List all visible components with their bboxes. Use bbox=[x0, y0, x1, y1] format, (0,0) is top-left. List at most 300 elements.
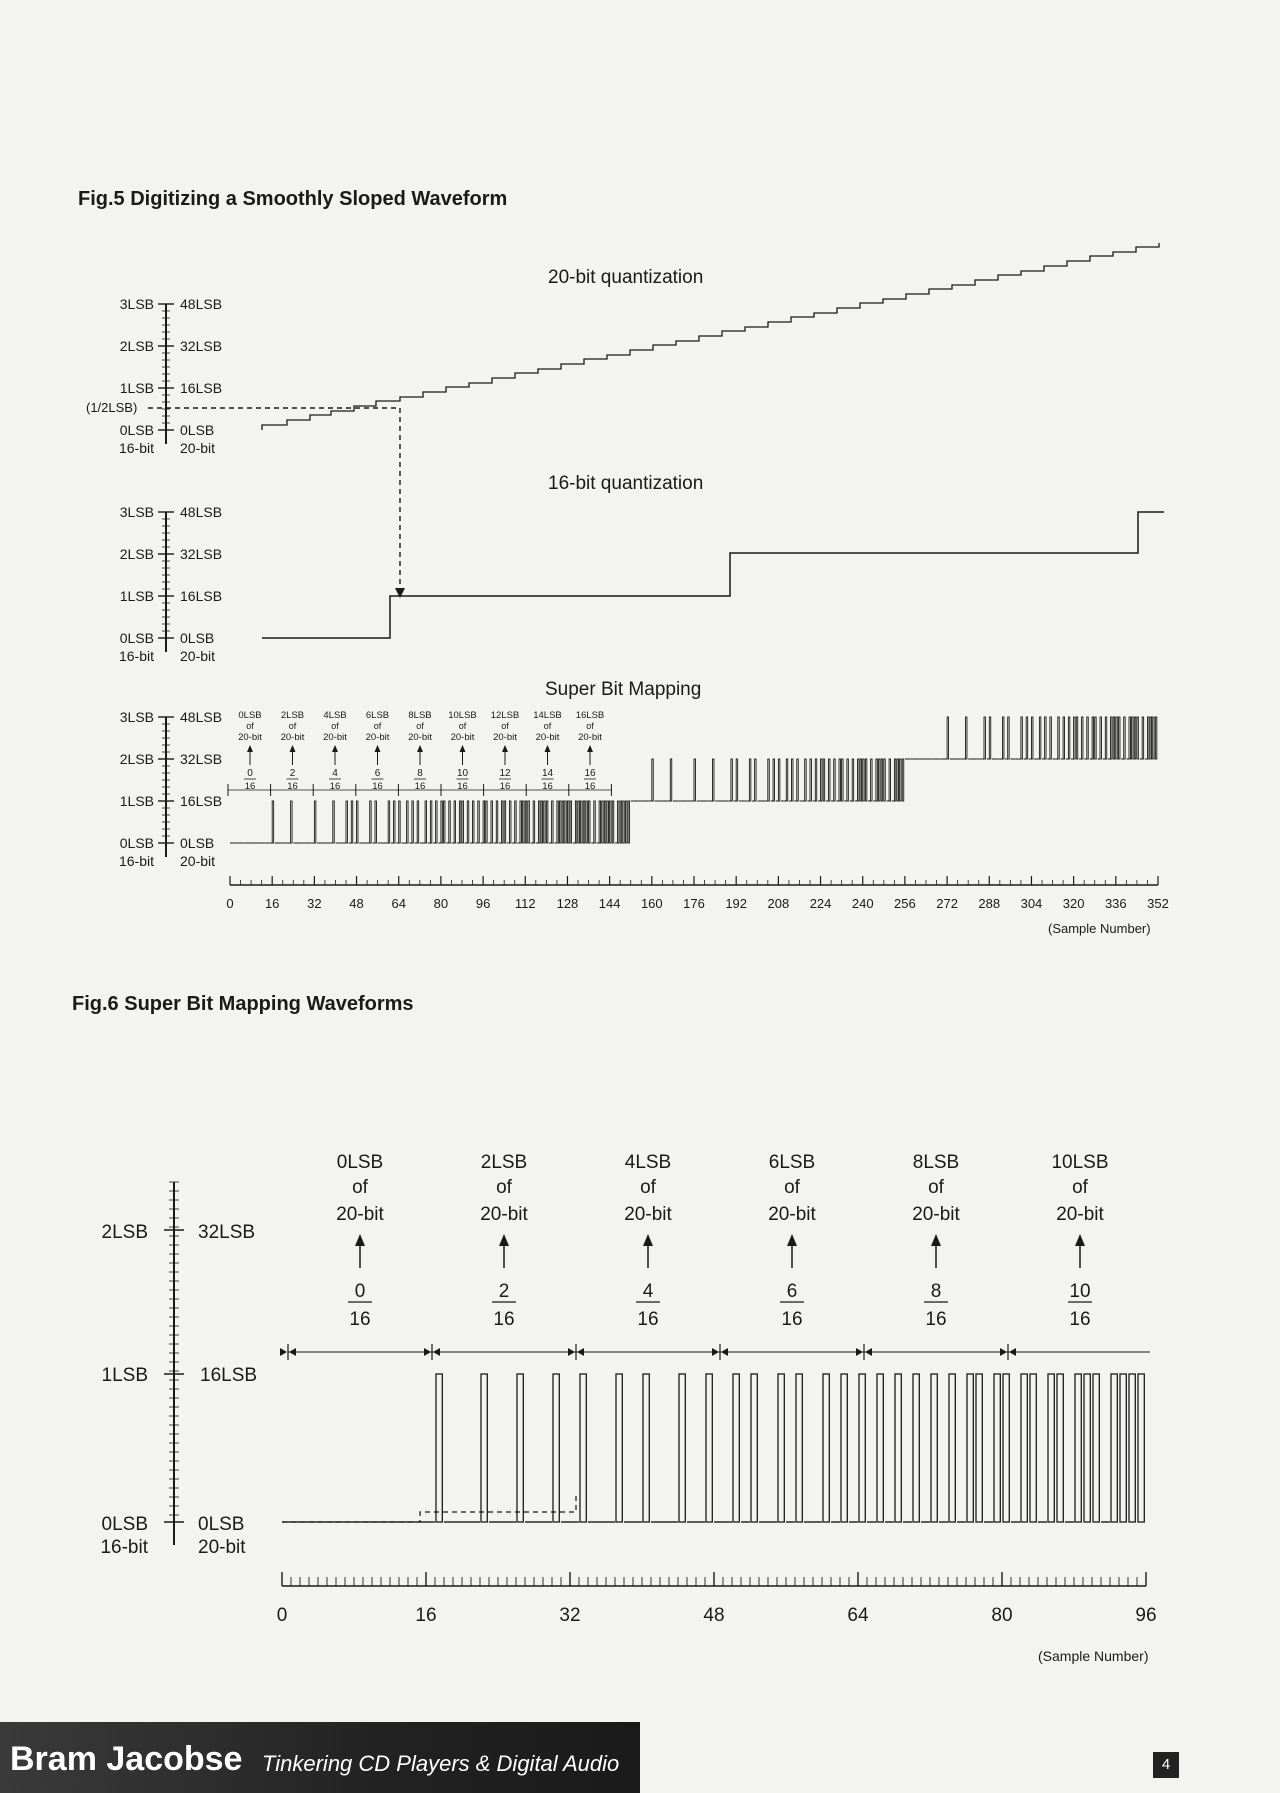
fig6-level-den: 16 bbox=[781, 1309, 803, 1330]
fig6-level-num: 0 bbox=[354, 1281, 366, 1302]
fig5-sbm-pulse bbox=[1076, 717, 1077, 759]
fig6-scale-right-label: 0LSB bbox=[198, 1514, 245, 1535]
fig5-16bit-scale-base-left: 16-bit bbox=[118, 648, 154, 664]
fig5-sbm-pulse bbox=[436, 801, 437, 843]
fig5-sbm-pulse bbox=[823, 759, 824, 801]
fig5-sbm-pulse bbox=[1105, 717, 1106, 759]
fig5-sbm-panel bbox=[119, 709, 222, 869]
fig6-level-bits: 20-bit bbox=[912, 1204, 960, 1225]
fig5-sbm-pulse bbox=[1039, 717, 1040, 759]
fig5-sbm-pulse bbox=[786, 759, 787, 801]
fig5-16bit-scale-left-label: 1LSB bbox=[119, 588, 154, 604]
fig5-16bit-staircase bbox=[262, 512, 1164, 638]
fig5-sbm-pulse bbox=[546, 801, 547, 843]
fig6-pulse bbox=[1075, 1374, 1081, 1522]
fig5-sbm-pulse bbox=[583, 801, 584, 843]
fig6-pulse bbox=[877, 1374, 883, 1522]
fig6-axis-tick-label: 32 bbox=[559, 1605, 581, 1626]
fig5-sbm-pulse bbox=[865, 759, 866, 801]
fig6-pulse bbox=[994, 1374, 1000, 1522]
fig5-level-den: 16 bbox=[499, 781, 511, 792]
fig6-interval-arrow-left bbox=[712, 1348, 719, 1356]
fig5-level-num: 16 bbox=[584, 768, 596, 779]
fig5-sbm-pulse bbox=[589, 801, 590, 843]
fig5-axis-tick-label: 48 bbox=[349, 896, 364, 911]
fig5-sbm-pulse bbox=[792, 759, 793, 801]
fig5-sbm-scale-right-label: 0LSB bbox=[180, 835, 215, 851]
fig5-axis-tick-label: 96 bbox=[475, 896, 491, 911]
fig6-pulse bbox=[931, 1374, 937, 1522]
fig5-level-of: of bbox=[416, 721, 424, 731]
fig5-axis-tick-label: 16 bbox=[264, 896, 280, 911]
fig5-level-bits: 20-bit bbox=[408, 732, 432, 743]
fig5-sbm-pulse bbox=[852, 759, 853, 801]
fig5-sbm-scale-right-label: 32LSB bbox=[180, 751, 223, 767]
fig6-pulse bbox=[553, 1374, 559, 1522]
fig6-level-lsb: 8LSB bbox=[912, 1152, 960, 1173]
fig5-level-of: of bbox=[458, 721, 467, 731]
fig5-sbm-pulse bbox=[1134, 717, 1135, 759]
fig5-sbm-pulse bbox=[871, 759, 872, 801]
fig6-interval-arrow-right bbox=[721, 1348, 728, 1356]
fig6-level-of: of bbox=[640, 1177, 656, 1198]
fig6-scale-right-label: 32LSB bbox=[198, 1222, 256, 1243]
fig5-20bit-scale-left-label: 2LSB bbox=[119, 338, 154, 354]
fig5-sbm-scale-left-label: 0LSB bbox=[119, 835, 154, 851]
fig6-pulse bbox=[967, 1374, 973, 1522]
fig6-level-den: 16 bbox=[493, 1309, 515, 1330]
fig6-level-of: of bbox=[784, 1177, 800, 1198]
fig5-level-den: 16 bbox=[414, 781, 426, 792]
fig5-axis-tick-label: 192 bbox=[725, 896, 748, 911]
fig5-axis-tick-label: 288 bbox=[978, 896, 1001, 911]
fig5-level-arrowhead bbox=[587, 745, 593, 752]
fig5-sbm-pulse bbox=[768, 759, 769, 801]
fig5-level-num: 4 bbox=[332, 768, 338, 779]
fig5-sbm-pulse bbox=[575, 801, 576, 843]
fig5-level-arrowhead bbox=[460, 745, 466, 752]
fig5-sbm-scale-left-label: 2LSB bbox=[119, 751, 154, 767]
fig5-sbm-pulse bbox=[467, 801, 468, 843]
fig5-sbm-pulse bbox=[425, 801, 426, 843]
fig6-pulse bbox=[436, 1374, 442, 1522]
fig5-sbm-pulse bbox=[1111, 717, 1112, 759]
fig6-pulse bbox=[1129, 1374, 1135, 1522]
fig5-axis-tick-label: 240 bbox=[851, 896, 874, 911]
fig5-sbm-pulse bbox=[333, 801, 334, 843]
fig5-level-arrowhead bbox=[417, 745, 423, 752]
fig5-axis-tick-label: 320 bbox=[1062, 896, 1085, 911]
fig6-axis-tick-label: 48 bbox=[703, 1605, 725, 1626]
fig5-level-num: 14 bbox=[541, 768, 554, 779]
fig5-sbm-pulse bbox=[1155, 717, 1156, 759]
fig5-level-num: 6 bbox=[374, 768, 381, 779]
fig6-scale-left-label: 1LSB bbox=[101, 1365, 148, 1386]
fig6-level-arrowhead bbox=[1075, 1234, 1085, 1246]
fig5-sbm-pulse bbox=[736, 759, 737, 801]
fig6-pulse bbox=[481, 1374, 487, 1522]
fig5-sample-axis bbox=[226, 876, 1168, 911]
fig5-sbm-pulse bbox=[357, 801, 358, 843]
fig5-axis-tick-label: 272 bbox=[936, 896, 958, 911]
fig6-interval-arrow-right bbox=[577, 1348, 584, 1356]
fig6-level-arrowhead bbox=[643, 1234, 653, 1246]
fig6-level-of: of bbox=[352, 1177, 368, 1198]
fig5-axis-tick-label: 32 bbox=[307, 896, 322, 911]
fig6-level-den: 16 bbox=[349, 1309, 371, 1330]
fig5-sbm-pulse bbox=[557, 801, 558, 843]
fig6-interval-arrow-left bbox=[856, 1348, 863, 1356]
fig6-pulse bbox=[778, 1374, 784, 1522]
fig5-20bit-scale-left-label: 3LSB bbox=[119, 296, 154, 312]
fig5-sbm-pulse bbox=[462, 801, 463, 843]
fig5-axis-tick-label: 80 bbox=[433, 896, 449, 911]
fig5-sbm-pulse bbox=[388, 801, 389, 843]
fig5-sbm-pulse bbox=[1132, 717, 1133, 759]
fig5-sbm-pulse bbox=[370, 801, 371, 843]
fig5-level-bits: 20-bit bbox=[450, 732, 475, 743]
fig5-16bit-scale-right-label: 16LSB bbox=[180, 588, 223, 604]
fig5-level-lsb: 4LSB bbox=[323, 710, 347, 721]
fig5-sbm-pulse bbox=[1026, 717, 1027, 759]
fig5-level-of: of bbox=[246, 721, 254, 731]
fig5-level-of: of bbox=[501, 721, 509, 731]
fig5-sbm-scale-left-label: 3LSB bbox=[119, 709, 154, 725]
fig6-interval-arrow-left bbox=[568, 1348, 575, 1356]
fig6-pulse bbox=[841, 1374, 847, 1522]
fig5-sbm-pulse bbox=[504, 801, 505, 843]
fig6-pulse bbox=[1003, 1374, 1009, 1522]
fig5-sbm-pulse bbox=[900, 759, 901, 801]
fig5-sbm-pulse bbox=[842, 759, 843, 801]
fig6-pulse bbox=[913, 1374, 919, 1522]
fig6-interval-arrow-left bbox=[424, 1348, 431, 1356]
fig5-sbm-pulse bbox=[459, 801, 460, 843]
fig5-axis-tick-label: 144 bbox=[598, 896, 621, 911]
fig5-sbm-pulse bbox=[620, 801, 621, 843]
fig5-level-num: 2 bbox=[289, 768, 296, 779]
fig5-16bit-scale-right-label: 48LSB bbox=[180, 504, 223, 520]
fig5-sbm-pulse bbox=[523, 801, 524, 843]
fig5-sbm-pulse bbox=[291, 801, 292, 843]
fig5-20bit-staircase bbox=[262, 243, 1159, 430]
fig5-sbm-pulse bbox=[565, 801, 566, 843]
fig5-axis-tick-label: 224 bbox=[809, 896, 832, 911]
fig6-axis-tick-label: 64 bbox=[847, 1605, 869, 1626]
fig6-axis-tick-label: 0 bbox=[276, 1605, 288, 1626]
fig6-level-of: of bbox=[496, 1177, 512, 1198]
fig5-level-lsb: 2LSB bbox=[280, 710, 305, 721]
fig5-sbm-pulse bbox=[778, 759, 779, 801]
fig5-sbm-pulse bbox=[449, 801, 450, 843]
fig5-sbm-pulse bbox=[1087, 717, 1088, 759]
fig6-level-bits: 20-bit bbox=[768, 1204, 816, 1225]
fig6-level-num: 8 bbox=[930, 1281, 942, 1302]
fig6-axis-tick-label: 80 bbox=[991, 1605, 1013, 1626]
fig5-16bit-scale-right-label: 0LSB bbox=[180, 630, 215, 646]
fig5-sbm-pulse bbox=[351, 801, 352, 843]
fig5-axis-tick-label: 64 bbox=[391, 896, 406, 911]
fig5-sbm-scale-left-label: 1LSB bbox=[119, 793, 154, 809]
fig5-20bit-title: 20-bit quantization bbox=[548, 267, 704, 288]
fig5-level-den: 16 bbox=[372, 781, 383, 792]
fig5-sbm-pulse bbox=[1058, 717, 1059, 759]
fig6-pulse bbox=[895, 1374, 901, 1522]
fig5-sbm-pulse bbox=[884, 759, 885, 801]
fig5-16bit-scale-right-label: 32LSB bbox=[180, 546, 223, 562]
fig5-sbm-pulse bbox=[652, 759, 653, 801]
fig5-sbm-pulse bbox=[989, 717, 990, 759]
fig5-sbm-pulse bbox=[520, 801, 521, 843]
fig6-pulse bbox=[1048, 1374, 1054, 1522]
fig6-level-lsb: 2LSB bbox=[480, 1152, 528, 1173]
fig5-sbm-pulse bbox=[755, 759, 756, 801]
fig5-sbm-pulse bbox=[1148, 717, 1149, 759]
fig5-16bit-scale-base-right: 20-bit bbox=[180, 648, 216, 664]
fig5-16bit-scale-left-label: 2LSB bbox=[119, 546, 154, 562]
fig6-sample-axis bbox=[277, 1572, 1157, 1626]
fig5-sbm-pulse bbox=[1032, 717, 1033, 759]
fig5-sbm-pulse bbox=[1068, 717, 1069, 759]
fig5-sbm-pulse bbox=[533, 801, 534, 843]
fig5-sbm-pulse bbox=[694, 759, 695, 801]
fig5-level-bits: 20-bit bbox=[493, 732, 517, 743]
fig6-level-bits: 20-bit bbox=[1056, 1204, 1104, 1225]
fig5-sbm-pulse bbox=[810, 759, 811, 801]
fig5-level-bits: 20-bit bbox=[535, 732, 560, 743]
fig5-axis-tick-label: 256 bbox=[894, 896, 916, 911]
fig6-scale bbox=[100, 1182, 257, 1558]
fig5-sbm-pulse bbox=[568, 801, 569, 843]
fig5-sbm-pulse bbox=[1142, 717, 1143, 759]
fig5-level-arrowhead bbox=[545, 745, 551, 752]
fig5-sbm-pulse bbox=[889, 759, 890, 801]
fig5-sbm-pulse bbox=[829, 759, 830, 801]
fig6-axis-tick-label: 16 bbox=[415, 1605, 437, 1626]
fig5-axis-tick-label: 128 bbox=[556, 896, 579, 911]
fig5-sbm-title: Super Bit Mapping bbox=[545, 679, 702, 700]
fig5-sbm-pulse bbox=[623, 801, 624, 843]
fig5-axis-tick-label: 208 bbox=[767, 896, 790, 911]
fig5-sbm-pulse bbox=[628, 801, 629, 843]
fig6-scale-right-label: 16LSB bbox=[200, 1365, 258, 1386]
fig5-20bit-scale-right-label: 16LSB bbox=[180, 380, 223, 396]
fig5-sbm-scale-base-right: 20-bit bbox=[180, 853, 216, 869]
fig6-level-lsb: 6LSB bbox=[768, 1152, 816, 1173]
fig5-axis-tick-label: 0 bbox=[226, 896, 234, 911]
fig5-half-lsb-label: (1/2LSB) bbox=[86, 400, 138, 415]
fig5-level-bits: 20-bit bbox=[280, 732, 305, 743]
fig5-axis-tick-label: 160 bbox=[640, 896, 663, 911]
fig5-sbm-pulse bbox=[578, 801, 579, 843]
fig5-sbm-pulse bbox=[1074, 717, 1075, 759]
fig5-sbm-pulse bbox=[610, 801, 611, 843]
fig5-level-lsb: 12LSB bbox=[490, 710, 520, 721]
fig5-sbm-pulse bbox=[1050, 717, 1051, 759]
fig6-pulse bbox=[859, 1374, 865, 1522]
fig5-20bit-panel bbox=[119, 296, 222, 456]
fig5-sbm-pulse bbox=[607, 801, 608, 843]
fig6-interval-arrow-right bbox=[1009, 1348, 1016, 1356]
fig6-pulse bbox=[517, 1374, 523, 1522]
fig6-pulse bbox=[1057, 1374, 1063, 1522]
fig6-level-den: 16 bbox=[925, 1309, 947, 1330]
fig6-level-den: 16 bbox=[1069, 1309, 1091, 1330]
fig6-level-lsb: 0LSB bbox=[336, 1152, 384, 1173]
fig5-sbm-pulse bbox=[966, 717, 967, 759]
fig5-sbm-pulse bbox=[894, 759, 895, 801]
fig5-sbm-pulse bbox=[441, 801, 442, 843]
fig6-axis-tick-label: 96 bbox=[1135, 1605, 1157, 1626]
fig5-sbm-pulse bbox=[1113, 717, 1114, 759]
fig5-level-lsb: 14LSB bbox=[533, 710, 562, 721]
fig5-sbm-pulse bbox=[496, 801, 497, 843]
fig5-sbm-pulse bbox=[839, 759, 840, 801]
fig5-sbm-pulse bbox=[1092, 717, 1093, 759]
fig5-sbm-pulse bbox=[879, 759, 880, 801]
fig5-sbm-pulse bbox=[412, 801, 413, 843]
fig5-level-bits: 20-bit bbox=[238, 732, 262, 743]
fig5-level-arrowhead bbox=[290, 745, 296, 752]
fig5-sbm-pulse bbox=[731, 759, 732, 801]
fig5-sbm-pulse bbox=[528, 801, 529, 843]
fig6-interval-arrow-right bbox=[289, 1348, 296, 1356]
fig6-level-arrowhead bbox=[355, 1234, 365, 1246]
fig5-sbm-pulse bbox=[602, 801, 603, 843]
fig5-sbm-pulse bbox=[773, 759, 774, 801]
fig6-level-lsb: 10LSB bbox=[1051, 1152, 1109, 1173]
fig5-20bit-scale-base-left: 16-bit bbox=[118, 440, 154, 456]
fig5-sbm-pulse bbox=[797, 759, 798, 801]
fig5-level-of: of bbox=[331, 721, 339, 731]
fig6-pulse bbox=[823, 1374, 829, 1522]
fig5-sbm-pulse bbox=[491, 801, 492, 843]
fig5-sbm-pulse bbox=[562, 801, 563, 843]
fig5-sbm-pulse bbox=[1100, 717, 1101, 759]
fig5-sbm-pulse bbox=[1082, 717, 1083, 759]
fig5-sbm-pulse bbox=[375, 801, 376, 843]
fig5-sbm-pulse bbox=[346, 801, 347, 843]
fig5-sbm-pulse bbox=[947, 717, 948, 759]
fig5-level-num: 10 bbox=[456, 768, 469, 779]
fig5-sbm-pulse bbox=[821, 759, 822, 801]
fig5-sbm-pulse bbox=[430, 801, 431, 843]
fig5-sbm-pulse bbox=[541, 801, 542, 843]
fig6-pulse bbox=[1084, 1374, 1090, 1522]
fig6-interval-arrow-right bbox=[865, 1348, 872, 1356]
fig5-sbm-pulse bbox=[713, 759, 714, 801]
fig6-level-num: 6 bbox=[786, 1281, 798, 1302]
fig6-pulse bbox=[733, 1374, 739, 1522]
fig6-level-bits: 20-bit bbox=[624, 1204, 672, 1225]
footer-author: Bram Jacobse bbox=[10, 1740, 243, 1778]
fig5-sbm-pulse bbox=[749, 759, 750, 801]
fig5-sbm-pulse bbox=[984, 717, 985, 759]
fig5-sbm-pulse bbox=[1129, 717, 1130, 759]
fig5-sbm-pulse bbox=[1045, 717, 1046, 759]
fig5-sbm-pulse bbox=[544, 801, 545, 843]
fig5-sbm-pulse bbox=[599, 801, 600, 843]
fig5-sbm-pulse bbox=[515, 801, 516, 843]
fig5-16bit-scale-left-label: 0LSB bbox=[119, 630, 154, 646]
fig5-sbm-pulse bbox=[272, 801, 273, 843]
fig5-sbm-pulse bbox=[586, 801, 587, 843]
fig6-pulse bbox=[1111, 1374, 1117, 1522]
fig6-level-num: 4 bbox=[642, 1281, 654, 1302]
fig5-sbm-pulse bbox=[570, 801, 571, 843]
fig6-level-arrowhead bbox=[499, 1234, 509, 1246]
fig6-pulse bbox=[580, 1374, 586, 1522]
fig5-sbm-pulse bbox=[1063, 717, 1064, 759]
fig5-level-bits: 20-bit bbox=[578, 732, 602, 743]
fig6-pulse bbox=[1030, 1374, 1036, 1522]
fig6-level-of: of bbox=[1072, 1177, 1088, 1198]
fig5-sbm-pulse bbox=[417, 801, 418, 843]
fig5-level-den: 16 bbox=[244, 781, 256, 792]
fig5-sbm-pulse bbox=[399, 801, 400, 843]
page-number: 4 bbox=[1153, 1752, 1179, 1778]
fig6-interval-arrow-left bbox=[280, 1348, 287, 1356]
fig5-sbm-pulse bbox=[444, 801, 445, 843]
fig5-sbm-pulse bbox=[1003, 717, 1004, 759]
fig5-level-arrowhead bbox=[247, 745, 253, 752]
fig5-axis-tick-label: 176 bbox=[683, 896, 705, 911]
fig5-20bit-scale-right-label: 0LSB bbox=[180, 422, 215, 438]
fig5-level-bits: 20-bit bbox=[323, 732, 347, 743]
fig5-sbm-pulse bbox=[1008, 717, 1009, 759]
fig6-interval-arrow-right bbox=[433, 1348, 440, 1356]
fig6-scale-base-right: 20-bit bbox=[198, 1537, 246, 1558]
footer-subtitle: Tinkering CD Players & Digital Audio bbox=[262, 1751, 620, 1776]
fig6-level-bits: 20-bit bbox=[480, 1204, 528, 1225]
fig5-16bit-panel bbox=[119, 504, 222, 664]
fig6-pulses bbox=[282, 1374, 1144, 1522]
fig6-average-dashed bbox=[282, 1496, 576, 1522]
fig5-level-arrowhead bbox=[375, 745, 381, 752]
fig5-sbm-pulse bbox=[626, 801, 627, 843]
fig5-level-lsb: 6LSB bbox=[365, 710, 390, 721]
fig5-sbm-pulse bbox=[618, 801, 619, 843]
fig5-axis-tick-label: 112 bbox=[514, 896, 536, 911]
fig6-pulse bbox=[976, 1374, 982, 1522]
fig5-sbm-pulse bbox=[860, 759, 861, 801]
fig5-level-num: 8 bbox=[417, 768, 423, 779]
fig5-sbm-pulse bbox=[1150, 717, 1151, 759]
fig5-level-lsb: 16LSB bbox=[575, 710, 605, 721]
fig6-level-num: 2 bbox=[498, 1281, 510, 1302]
fig5-level-lsb: 10LSB bbox=[448, 710, 477, 721]
fig5-20bit-scale-left-label: 0LSB bbox=[119, 422, 154, 438]
fig5-20bit-scale-left-label: 1LSB bbox=[119, 380, 154, 396]
fig5-sbm-level-annotations bbox=[228, 710, 612, 796]
fig5-level-num: 12 bbox=[499, 768, 511, 779]
fig6-level-of: of bbox=[928, 1177, 944, 1198]
fig5-sbm-pulse bbox=[314, 801, 315, 843]
fig6-scale-left-label: 0LSB bbox=[101, 1514, 148, 1535]
fig6-pulse bbox=[796, 1374, 802, 1522]
fig5-sbm-pulse bbox=[805, 759, 806, 801]
fig5-sbm-pulse bbox=[1153, 717, 1154, 759]
fig6-level-annotations bbox=[280, 1152, 1150, 1360]
fig5-sbm-pulse bbox=[858, 759, 859, 801]
fig5-sbm-pulse bbox=[1137, 717, 1138, 759]
fig6-pulse bbox=[1138, 1374, 1144, 1522]
fig5-level-den: 16 bbox=[457, 781, 468, 792]
fig5-level-den: 16 bbox=[542, 781, 553, 792]
fig6-level-den: 16 bbox=[637, 1309, 659, 1330]
fig6-level-arrowhead bbox=[931, 1234, 941, 1246]
fig5-sbm-pulse bbox=[1116, 717, 1117, 759]
